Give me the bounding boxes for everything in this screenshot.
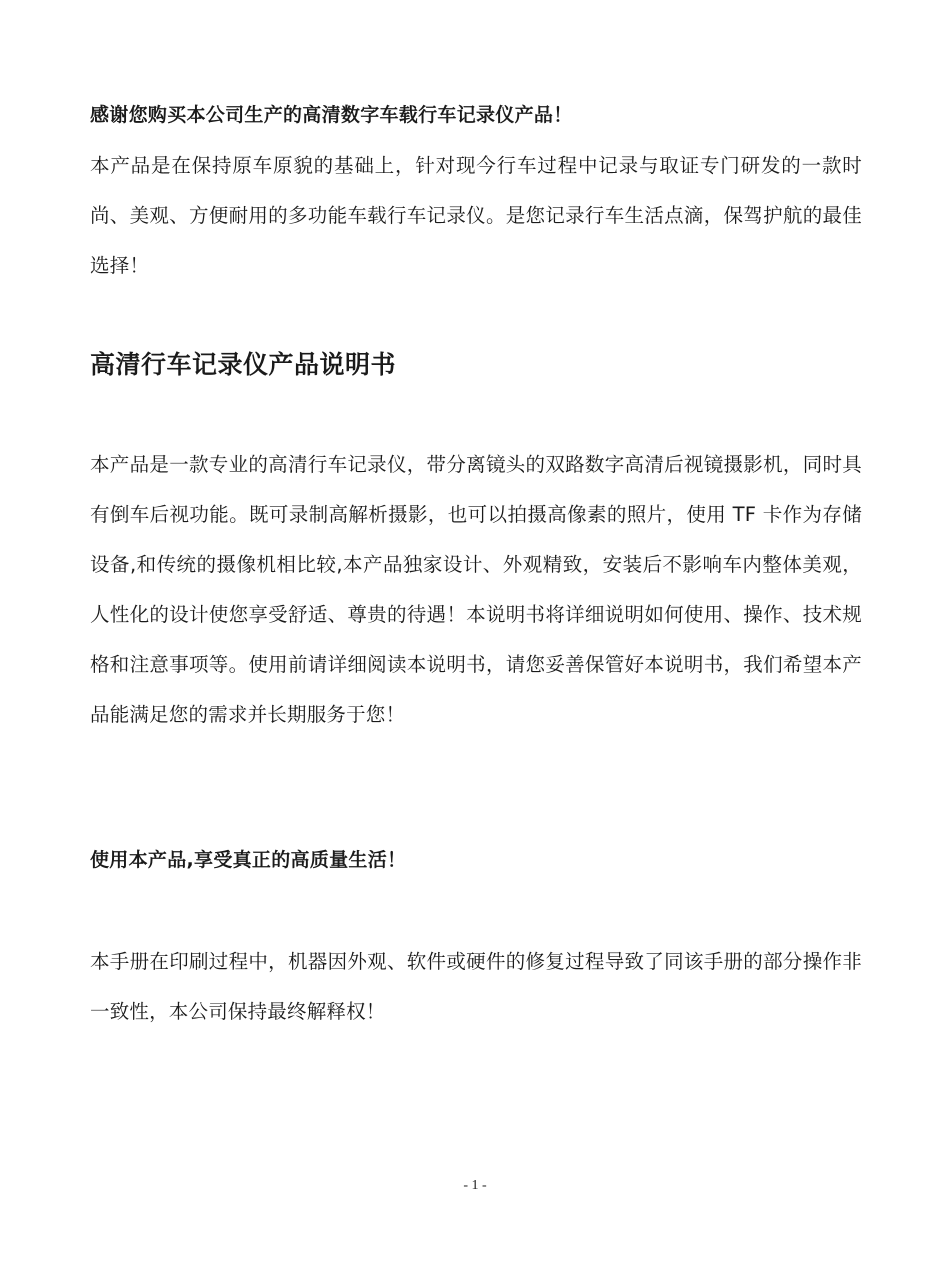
intro-paragraph: 本产品是在保持原车原貌的基础上，针对现今行车过程中记录与取证专门研发的一款时尚、美观、方便耐用的多功能车载行车记录仪。是您记录行车生活点滴，保驾护航的最佳选择！: [90, 154, 862, 277]
disclaimer-paragraph: 本手册在印刷过程中，机器因外观、软件或硬件的修复过程导致了同该手册的部分操作非一致性，本公司保持最终解释权！: [90, 950, 862, 1023]
thanks-heading: 感谢您购买本公司生产的高清数字车载行车记录仪产品！: [90, 104, 573, 126]
manual-title: 高清行车记录仪产品说明书: [90, 350, 397, 379]
page-number: - 1 -: [463, 1178, 487, 1193]
slogan: 使用本产品,享受真正的高质量生活！: [90, 849, 407, 871]
description-paragraph: 本产品是一款专业的高清行车记录仪，带分离镜头的双路数字高清后视镜摄影机，同时具有倒车后视功能。既可录制高解析摄影，也可以拍摄高像素的照片，使用 TF 卡作为存储设备,和传统的摄像机相比较,本产品独家设计、外观精致，安装后不影响车内整体美观，人性化的设计使您享受舒适、尊贵的待遇！本说明书将详细说明如何使用、操作、技术规格和注意事项等。使用前请详细阅读本说明书，请您妥善保管好本说明书，我们希望本产品能满足您的需求并长期服务于您！: [90, 453, 862, 726]
